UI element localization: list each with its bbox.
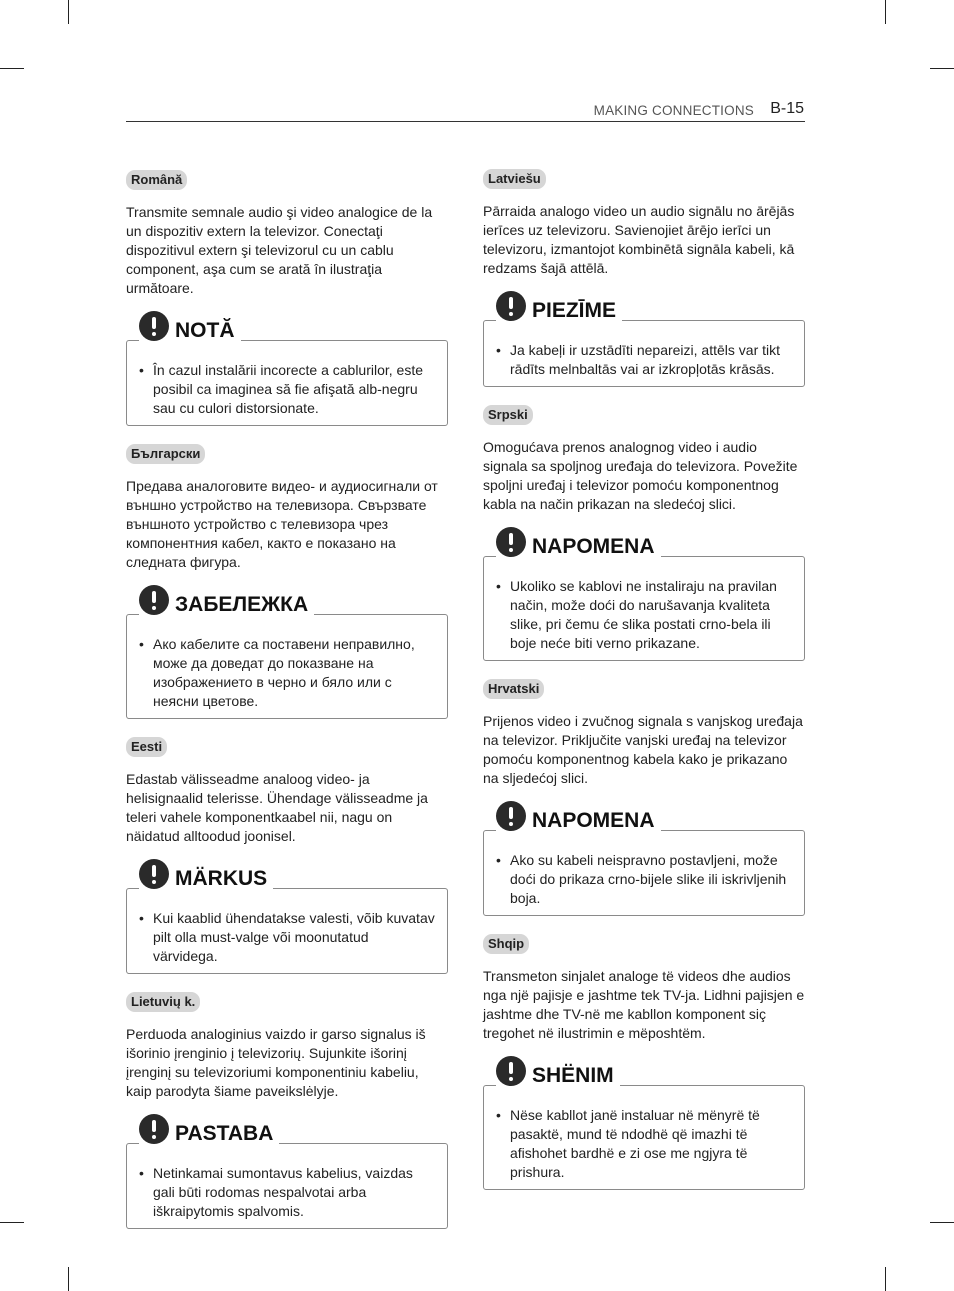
note-box xyxy=(483,809,805,916)
bullet: • xyxy=(139,1165,144,1181)
bullet: • xyxy=(139,362,144,378)
note-heading xyxy=(139,308,241,348)
bullet: • xyxy=(496,578,501,594)
note-title: MÄRKUS xyxy=(175,867,268,890)
note-text: Ако кабелите са поставени неправилно, може да доведат до показване на изображението в черно и бяло или с неясни цветове. xyxy=(153,636,415,709)
note-heading xyxy=(139,582,314,622)
note-text: Ako su kabeli neispravno postavljeni, može doći do prikaza crno-bijele slike ili iskrivljenih boja. xyxy=(510,852,787,906)
note-text: Ukoliko se kablovi ne instaliraju na pravilan način, može doći do narušavanja kvaliteta slike, pri čemu će slika postati crno-bela ili boje neće biti verno prikazane. xyxy=(510,578,777,651)
note-text: Netinkamai sumontavus kabelius, vaizdas gali būti rodomas nespalvotai arba iškraipytomis spalvomis. xyxy=(153,1165,413,1219)
language-tag: Hrvatski xyxy=(483,679,544,699)
note-box xyxy=(126,867,448,974)
description-text: Pārraida analogo video un audio signālu no ārējās ierīces uz televizoru. Savienojiet ārējo ierīci un televizoru, izmantojot kombinētā signāla kabeli, kā redzams šajā attēlā. xyxy=(483,203,795,276)
note-heading xyxy=(496,288,622,328)
description-text: Предава аналоговите видео- и аудиосигнали от външно устройство на телевизора. Свързвате външното устройство с телевизора чрез компонентния кабел, както е показано на следната фигура. xyxy=(126,478,438,570)
language-tag: Lietuvių k. xyxy=(126,992,200,1012)
exclamation-icon xyxy=(139,859,169,889)
language-tag: Shqip xyxy=(483,934,529,954)
description-text: Omogućava prenos analognog video i audio signala sa spoljnog uređaja do televizora. Povežite spoljni uređaj i televizor pomoću komponentnog kabla na način prikazan na sledećoj slici. xyxy=(483,439,798,512)
description-text: Edastab välisseadme analoog video- ja helisignaalid telerisse. Ühendage välisseadme ja teleri vahele komponentkaabel nii, nagu on näidatud alltoodud joonisel. xyxy=(126,771,428,844)
note-title: ЗАБЕЛЕЖКА xyxy=(175,593,309,616)
language-tag: Română xyxy=(126,170,187,190)
crop-mark xyxy=(0,1222,24,1223)
note-box xyxy=(483,535,805,661)
note-text: Kui kaablid ühendatakse valesti, võib kuvatav pilt olla must-valge või moonutatud värvidega. xyxy=(153,910,435,964)
note-box xyxy=(483,299,805,387)
crop-mark xyxy=(930,1222,954,1223)
language-section xyxy=(483,934,805,1190)
note-heading xyxy=(496,798,661,838)
bullet: • xyxy=(496,852,501,868)
exclamation-icon xyxy=(139,585,169,615)
left-column xyxy=(126,170,448,1229)
exclamation-icon xyxy=(139,1114,169,1144)
language-section xyxy=(126,737,448,974)
note-box xyxy=(483,1064,805,1190)
note-box xyxy=(126,593,448,719)
note-text: În cazul instalării incorecte a cablurilor, este posibil ca imaginea să fie afişată alb-negru sau cu culori distorsionate. xyxy=(153,362,424,416)
description-text: Transmeton sinjalet analoge të videos dhe audios nga një pajisje e jashtme tek TV-ja. Lidhni pajisjen e jashtme dhe TV-në me kabllon komponent siç tregohet në ilustrimin e mëposhtëm. xyxy=(483,968,805,1041)
note-heading xyxy=(139,1111,279,1151)
exclamation-icon xyxy=(496,291,526,321)
note-heading xyxy=(496,524,661,564)
note-title: NAPOMENA xyxy=(532,809,655,832)
note-text: Ja kabeļi ir uzstādīti nepareizi, attēls var tikt rādīts melnbaltās vai ar izkropļotās krāsās. xyxy=(510,342,781,377)
language-section xyxy=(126,444,448,719)
note-heading xyxy=(496,1053,620,1093)
bullet: • xyxy=(139,636,144,652)
exclamation-icon xyxy=(496,1056,526,1086)
language-section xyxy=(483,169,805,387)
bullet: • xyxy=(496,1107,501,1123)
header-rule xyxy=(126,121,805,122)
description-text: Prijenos video i zvučnog signala s vanjskog uređaja na televizor. Priključite vanjski uređaj na televizor pomoću komponentnog kabela kako je prikazano na sljedećoj slici. xyxy=(483,713,803,786)
language-tag: Srpski xyxy=(483,405,533,425)
crop-mark xyxy=(885,0,886,24)
language-tag: Български xyxy=(126,444,205,464)
note-title: NOTĂ xyxy=(175,319,235,342)
note-heading xyxy=(139,856,273,896)
note-title: SHËNIM xyxy=(532,1064,614,1087)
description-text: Perduoda analoginius vaizdo ir garso signalus iš išorinio įrenginio į televizorių. Sujunkite išorinį įrenginį su televizoriumi komponentiniu kabeliu, kaip parodyta šiame paveikslėlyje. xyxy=(126,1026,426,1099)
bullet: • xyxy=(496,342,501,358)
page-number: B-15 xyxy=(770,100,804,117)
exclamation-icon xyxy=(496,527,526,557)
header-section-title: MAKING CONNECTIONS xyxy=(593,103,754,118)
right-column xyxy=(483,169,805,1190)
note-text: Nëse kabllot janë instaluar në mënyrë të pasaktë, mund të ndodhë që imazhi të afishohet bardhë e zi ose me ngjyra të prishura. xyxy=(510,1107,760,1180)
crop-mark xyxy=(930,68,954,69)
language-tag: Latviešu xyxy=(483,169,546,189)
language-tag: Eesti xyxy=(126,737,167,757)
note-title: PASTABA xyxy=(175,1122,274,1145)
crop-mark xyxy=(68,0,69,24)
language-section xyxy=(483,679,805,916)
exclamation-icon xyxy=(496,801,526,831)
language-section xyxy=(126,170,448,426)
crop-mark xyxy=(885,1267,886,1291)
bullet: • xyxy=(139,910,144,926)
note-box xyxy=(126,1122,448,1229)
language-section xyxy=(483,405,805,661)
note-box xyxy=(126,319,448,426)
exclamation-icon xyxy=(139,311,169,341)
note-title: NAPOMENA xyxy=(532,535,655,558)
crop-mark xyxy=(68,1267,69,1291)
description-text: Transmite semnale audio şi video analogice de la un dispozitiv extern la televizor. Conectaţi dispozitivul extern şi televizorul cu un cablu component, aşa cum se arată în ilustraţia următoare. xyxy=(126,204,433,296)
crop-mark xyxy=(0,68,24,69)
language-section xyxy=(126,992,448,1229)
note-title: PIEZĪME xyxy=(532,299,617,322)
